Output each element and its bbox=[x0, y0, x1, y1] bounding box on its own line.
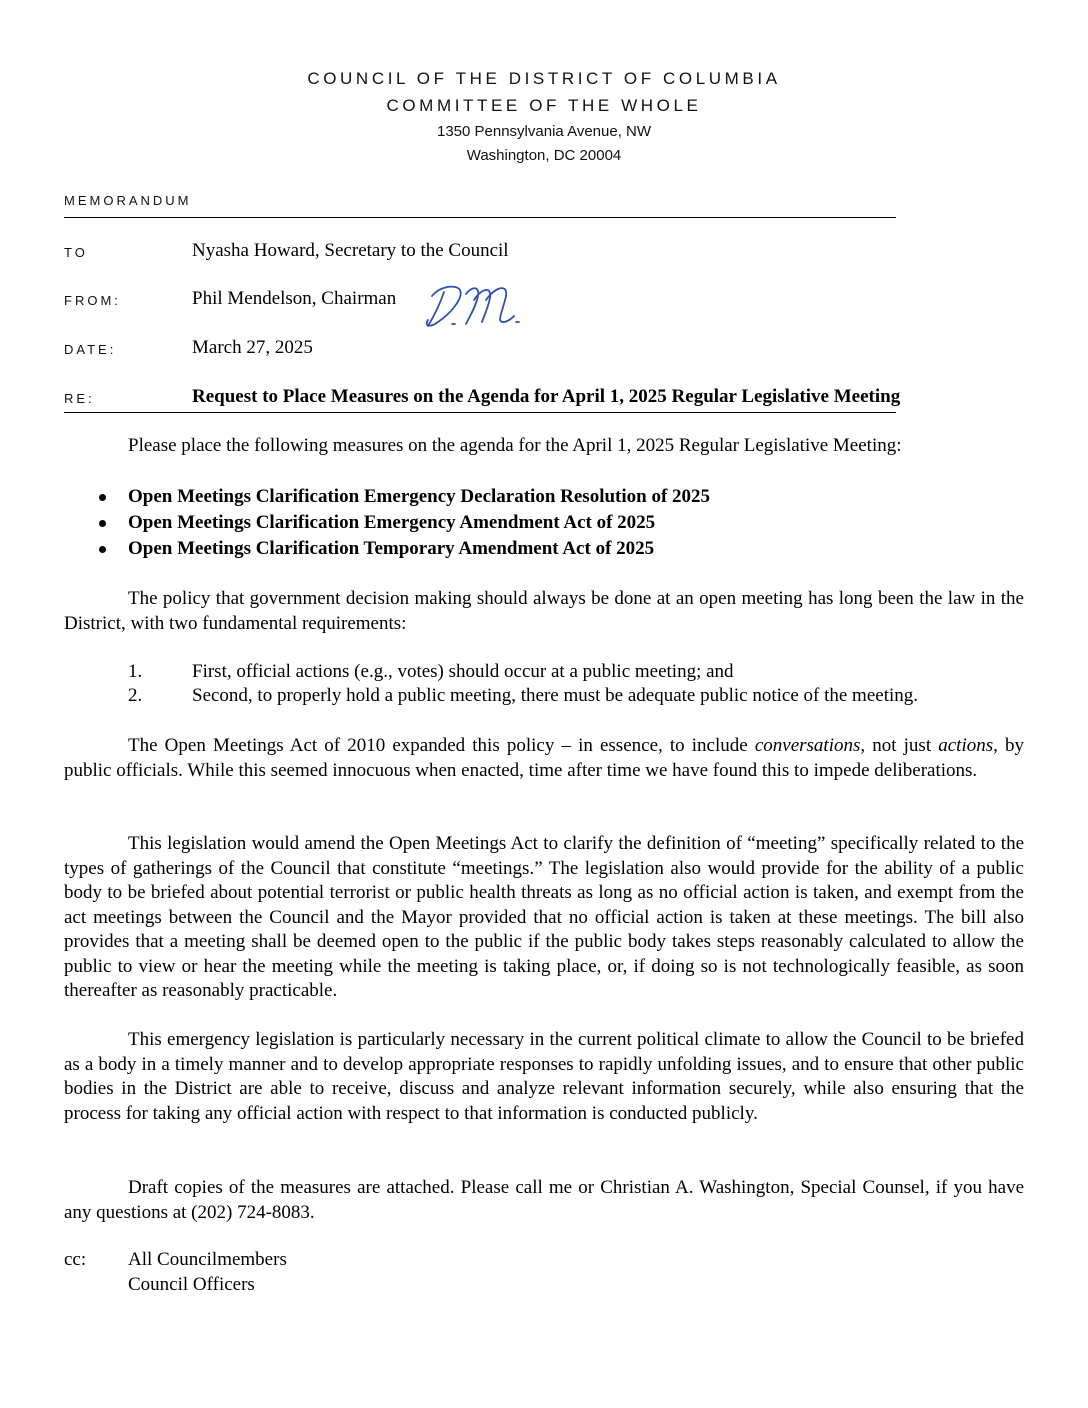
date-value: March 27, 2025 bbox=[192, 337, 313, 358]
closing-text: Draft copies of the measures are attached. Please call me or Christian A. Washington, Special Counsel, if you have any questions at (202) 724-8083. bbox=[64, 1177, 1024, 1223]
list-item bbox=[96, 536, 710, 562]
act-emphasis-actions: actions bbox=[938, 735, 994, 756]
list-item bbox=[128, 684, 918, 708]
requirement-text: Second, to properly hold a public meeting, there must be adequate public notice of the meeting. bbox=[192, 685, 919, 706]
letterhead-address-city: Washington, DC 20004 bbox=[466, 147, 622, 164]
open-meetings-act-paragraph bbox=[64, 734, 1024, 783]
list-item bbox=[128, 660, 918, 684]
measure-title: Open Meetings Clarification Emergency Declaration Resolution of 2025 bbox=[128, 486, 711, 507]
closing-paragraph bbox=[64, 1176, 1024, 1225]
bullet-icon bbox=[99, 494, 106, 501]
from-value: Phil Mendelson, Chairman bbox=[192, 288, 397, 309]
policy-paragraph bbox=[64, 587, 1024, 636]
intro-text: Please place the following measures on the agenda for the April 1, 2025 Regular Legislative Meeting: bbox=[128, 435, 902, 456]
to-value: Nyasha Howard, Secretary to the Council bbox=[192, 240, 509, 261]
chairman-signature bbox=[422, 282, 524, 330]
date-label: DATE: bbox=[64, 342, 117, 357]
header-divider bbox=[64, 217, 896, 218]
act-text-3: , by public officials. While this seemed innocuous when enacted, time after time we have found this to impede deliberations. bbox=[64, 735, 1024, 781]
bullet-icon bbox=[99, 520, 106, 527]
re-subject: Request to Place Measures on the Agenda for April 1, 2025 Regular Legislative Meeting bbox=[192, 386, 901, 407]
intro-paragraph bbox=[64, 434, 1024, 459]
measures-list bbox=[96, 484, 710, 562]
re-label: RE: bbox=[64, 391, 95, 406]
requirement-text: First, official actions (e.g., votes) should occur at a public meeting; and bbox=[192, 661, 734, 682]
act-emphasis-conversations: conversations bbox=[754, 735, 861, 756]
cc-recipient: All Councilmembers bbox=[128, 1249, 287, 1270]
list-number: 2. bbox=[128, 685, 143, 706]
emergency-text: This emergency legislation is particularly necessary in the current political climate to allow the Council to be briefed as a body in a timely manner and to develop appropriate responses to rapidly unfolding issues, and to ensure that other public bodies in the District are able to receive, discuss and analyze relevant information securely, while also ensuring that the process for taking any official action with respect to that information is conducted publicly. bbox=[64, 1029, 1024, 1124]
requirements-list bbox=[128, 660, 918, 708]
measure-title: Open Meetings Clarification Temporary Amendment Act of 2025 bbox=[128, 538, 655, 559]
letterhead-council: COUNCIL OF THE DISTRICT OF COLUMBIA bbox=[307, 69, 781, 88]
cc-label: cc: bbox=[64, 1249, 87, 1270]
policy-text: The policy that government decision making should always be done at an open meeting has long been the law in the District, with two fundamental requirements: bbox=[64, 588, 1024, 634]
legislation-paragraph bbox=[64, 832, 1024, 1004]
bullet-icon bbox=[99, 546, 106, 553]
measure-title: Open Meetings Clarification Emergency Amendment Act of 2025 bbox=[128, 512, 656, 533]
from-label: FROM: bbox=[64, 293, 121, 308]
letterhead-address-street: 1350 Pennsylvania Avenue, NW bbox=[436, 123, 652, 140]
memorandum-label: MEMORANDUM bbox=[64, 193, 192, 208]
cc-recipients bbox=[128, 1248, 287, 1297]
act-text-1: The Open Meetings Act of 2010 expanded this policy – in essence, to include bbox=[128, 735, 755, 756]
act-text-2: , not just bbox=[860, 735, 939, 756]
emergency-paragraph bbox=[64, 1028, 1024, 1126]
to-label: TO bbox=[64, 245, 88, 260]
list-item bbox=[96, 484, 710, 510]
cc-recipient: Council Officers bbox=[128, 1273, 255, 1295]
list-item bbox=[96, 510, 710, 536]
subject-divider bbox=[64, 412, 896, 413]
letterhead-committee: COMMITTEE OF THE WHOLE bbox=[386, 96, 702, 115]
legislation-text: This legislation would amend the Open Meetings Act to clarify the definition of “meeting” specifically related to the types of gatherings of the Council that constitute “meetings.” The legislation also would provide for the ability of a public body to be briefed about potential terrorist or public health threats as long as no official action is taken, and exempt from the act meetings between the Council and the Mayor provided that no official action is taken at these meetings. The bill also provides that a meeting shall be deemed open to the public if the public body takes steps reasonably calculated to allow the public to view or hear the meeting while the meeting is taking place, or, if doing so is not technologically feasible, as soon thereafter as reasonably practicable. bbox=[64, 833, 1024, 1001]
list-number: 1. bbox=[128, 661, 143, 682]
